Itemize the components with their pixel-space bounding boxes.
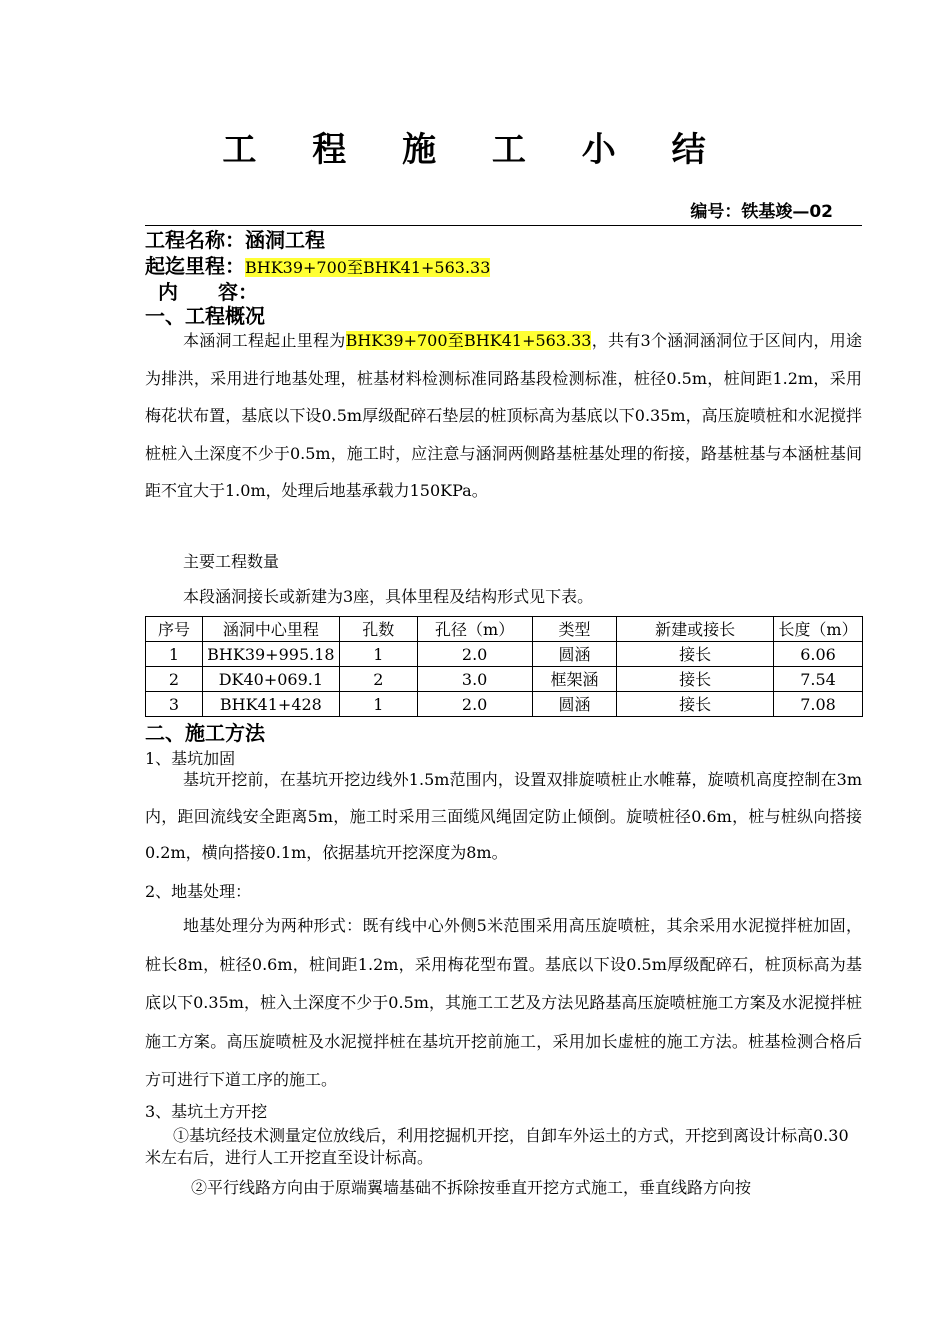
table-cell: 接长 [617, 642, 774, 667]
subsection2-body [145, 907, 862, 1100]
overview-rest: ，共有3个涵洞涵洞位于区间内，用途为排洪，采用进行地基处理，桩基材料检测标准同路基段检测标准，桩径0.5m，桩间距1.2m，采用梅花状布置，基底以下设0.5m厚级配碎石垫层的桩顶标高为基底以下0.35m，高压旋喷桩和水泥搅拌桩桩入土深度不少于0.5m，施工时，应注意与涵洞两侧路基桩基处理的衔接，路基桩基与本涵桩基间距不宜大于1.0m，处理后地基承载力150KPa。 [145, 331, 862, 500]
section1-heading: 一、工程概况 [145, 304, 265, 328]
table-cell: BHK39+995.18 [202, 642, 339, 667]
table-header-cell: 孔数 [339, 617, 417, 642]
overview-mileage-highlight: BHK39+700至BHK41+563.33 [345, 331, 592, 350]
project-name-line [145, 227, 325, 253]
table-header-cell: 孔径（m） [417, 617, 532, 642]
table-cell: 2.0 [417, 642, 532, 667]
table-cell: 7.08 [774, 692, 863, 717]
table-header-row [146, 617, 863, 642]
table-cell: 6.06 [774, 642, 863, 667]
table-cell: 1 [146, 642, 203, 667]
table-cell: 2.0 [417, 692, 532, 717]
quantities-title: 主要工程数量 [183, 552, 280, 571]
table-cell: 接长 [617, 667, 774, 692]
mileage-line [145, 253, 490, 281]
document-number: 编号：铁基竣—02 [690, 202, 833, 222]
subsection2-title: 2、地基处理： [145, 882, 252, 901]
subsection3-body [145, 1125, 862, 1199]
table-cell: 接长 [617, 692, 774, 717]
table-row [146, 642, 863, 667]
section1-body [145, 322, 862, 510]
excavation-item-1: ①基坑经技术测量定位放线后，利用挖掘机开挖，自卸车外运土的方式，开挖到离设计标高0.30米左右后，进行人工开挖直至设计标高。 [145, 1126, 849, 1167]
table-cell: 3.0 [417, 667, 532, 692]
header-rule [145, 225, 862, 226]
table-cell: 2 [339, 667, 417, 692]
subsection1-body [145, 762, 862, 872]
table-cell: 1 [339, 642, 417, 667]
table-cell: 3 [146, 692, 203, 717]
section2-heading: 二、施工方法 [145, 721, 265, 745]
project-name: 涵洞工程 [245, 228, 325, 252]
mileage-label: 起迄里程： [145, 254, 245, 278]
culvert-table [145, 616, 863, 717]
subsection3-title: 3、基坑土方开挖 [145, 1102, 268, 1121]
table-header-cell: 类型 [532, 617, 617, 642]
quantities-intro: 本段涵洞接长或新建为3座，具体里程及结构形式见下表。 [183, 587, 594, 606]
table-cell: 7.54 [774, 667, 863, 692]
subsection1-title: 1、基坑加固 [145, 749, 236, 768]
overview-paragraph [145, 322, 862, 510]
table-header-cell: 序号 [146, 617, 203, 642]
subsection2-paragraph: 地基处理分为两种形式：既有线中心外侧5米范围采用高压旋喷桩，其余采用水泥搅拌桩加固，桩长8m，桩径0.6m，桩间距1.2m，采用梅花型布置。基底以下设0.5m厚级配碎石，桩顶标高为基底以下0.35m，桩入土深度不少于0.5m，其施工工艺及方法见路基高压旋喷桩施工方案及水泥搅拌桩施工方案。高压旋喷桩及水泥搅拌桩在基坑开挖前施工，采用加长虚桩的施工方法。桩基检测合格后方可进行下道工序的施工。 [145, 916, 862, 1089]
table-cell: 圆涵 [532, 692, 617, 717]
table-header-cell: 长度（m） [774, 617, 863, 642]
excavation-item-2: ②平行线路方向由于原端翼墙基础不拆除按垂直开挖方式施工，垂直线路方向按 [191, 1178, 752, 1197]
table-header-cell: 涵洞中心里程 [202, 617, 339, 642]
table-cell: 1 [339, 692, 417, 717]
project-name-label: 工程名称： [145, 228, 245, 252]
mileage-value: BHK39+700至BHK41+563.33 [245, 258, 491, 277]
overview-prefix: 本涵洞工程起止里程为 [183, 331, 346, 350]
table-cell: BHK41+428 [202, 692, 339, 717]
table-cell: 2 [146, 667, 203, 692]
document-title: 工 程 施 工 小 结 [222, 130, 728, 170]
subsection1-paragraph: 基坑开挖前，在基坑开挖边线外1.5m范围内，设置双排旋喷桩止水帷幕，旋喷机高度控制在3m内，距回流线安全距离5m，施工时采用三面缆风绳固定防止倾倒。旋喷桩径0.6m，桩与桩纵向搭接0.2m，横向搭接0.1m，依据基坑开挖深度为8m。 [145, 770, 862, 862]
content-label: 内 容： [158, 280, 258, 304]
table-cell: DK40+069.1 [202, 667, 339, 692]
table-row [146, 692, 863, 717]
table-header-cell: 新建或接长 [617, 617, 774, 642]
table-cell: 框架涵 [532, 667, 617, 692]
table-row [146, 667, 863, 692]
table-cell: 圆涵 [532, 642, 617, 667]
